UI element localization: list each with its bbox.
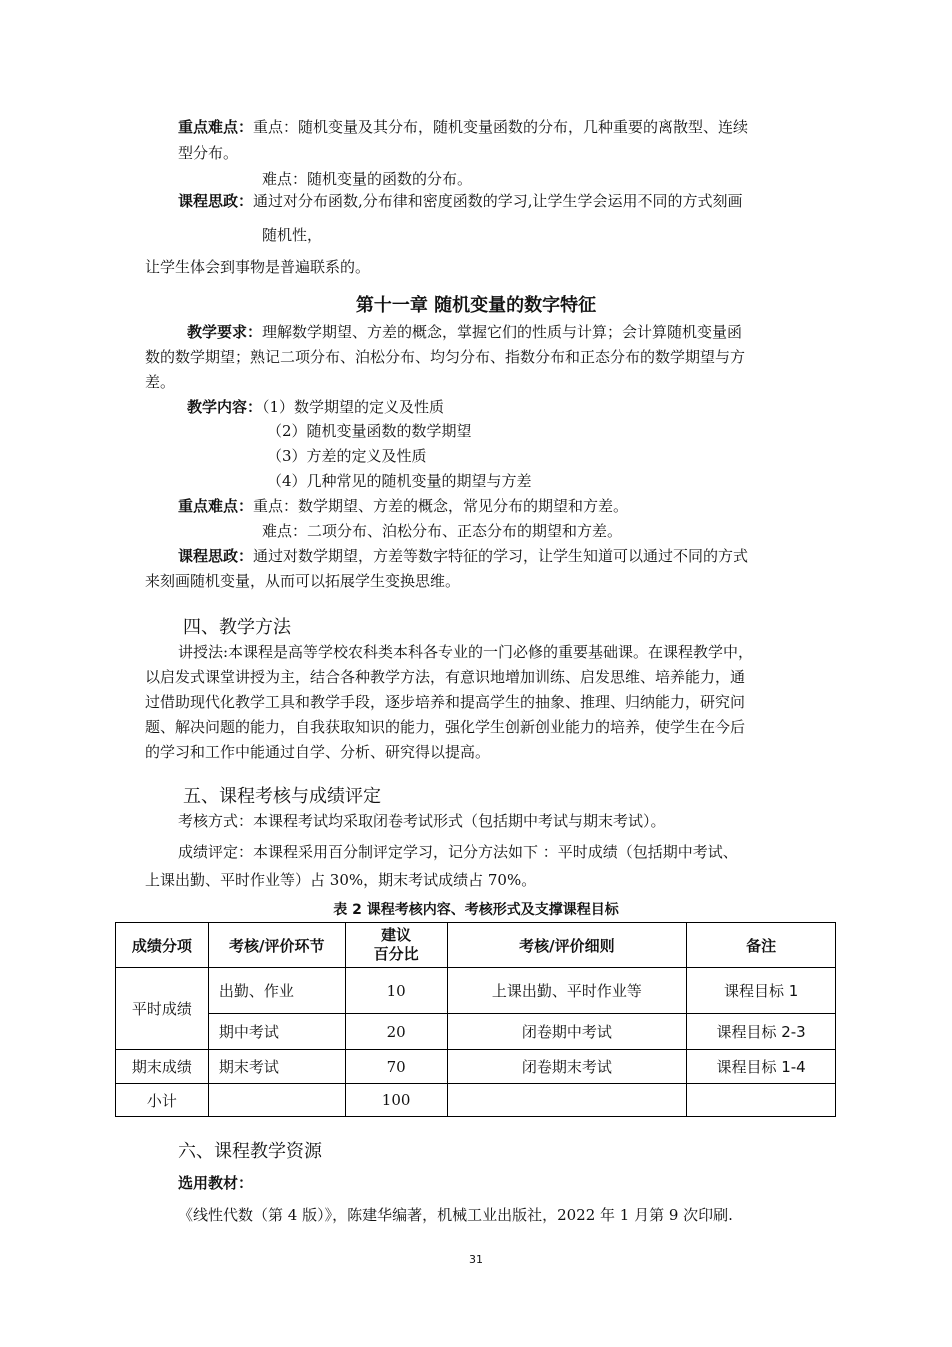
textbook-entry: 《线性代数（第 4 版）》，陈建华编著，机械工业出版社，2022 年 1 月第 9 次印刷.	[178, 1206, 733, 1224]
cell-note: 课程目标 2-3	[687, 1014, 836, 1050]
ch11-req-line2: 数的数学期望；熟记二项分布、泊松分布、均匀分布、指数分布和正态分布的数学期望与方	[145, 348, 746, 366]
grading-table	[115, 922, 836, 1117]
ch11-key-points	[178, 499, 628, 514]
ch10-key-line1: 重点：随机变量及其分布，随机变量函数的分布，几种重要的离散型、连续	[253, 118, 749, 136]
cell-pct: 100	[345, 1084, 447, 1117]
ch11-content	[187, 400, 444, 415]
sec4-line-2: 以启发式课堂讲授为主，结合各种教学方法，有意识地增加训练、启发思维、培养能力，通	[145, 668, 746, 686]
cell-pct: 10	[345, 968, 447, 1014]
ch10-ideology-line1: 通过对分布函数,分布律和密度函数的学习,让学生学会运用不同的方式刻画	[253, 192, 743, 210]
ch11-ideology-label: 课程思政：	[178, 547, 254, 565]
ch10-difficulty: 难点：随机变量的函数的分布。	[262, 170, 473, 188]
section-6-heading: 六、课程教学资源	[178, 1141, 322, 1162]
header-pct-line1: 建议	[381, 926, 412, 945]
cell-category: 平时成绩	[116, 968, 209, 1050]
ch10-ideology	[178, 194, 743, 209]
section-4-heading: 四、教学方法	[183, 617, 291, 638]
sec4-line-3: 过借助现代化教学工具和教学手段，逐步培养和提高学生的抽象、推理、归纳能力，研究问	[145, 693, 746, 711]
ch11-content-item-3: （3）方差的定义及性质	[267, 447, 427, 465]
ch10-key-points	[178, 120, 748, 135]
ch10-key-label: 重点难点：	[178, 118, 254, 136]
section-5-heading: 五、课程考核与成绩评定	[183, 786, 381, 807]
cell-pct: 20	[345, 1014, 447, 1050]
header-category: 成绩分项	[116, 923, 209, 968]
ch11-requirements	[187, 325, 742, 340]
table-row	[116, 1050, 836, 1084]
ch11-key-line: 重点：数学期望、方差的概念，常见分布的期望和方差。	[253, 497, 629, 515]
header-pct-line2: 百分比	[373, 945, 419, 963]
cell-category: 期末成绩	[116, 1050, 209, 1084]
ch11-req-line1: 理解数学期望、方差的概念，掌握它们的性质与计算；会计算随机变量函	[262, 323, 743, 341]
ch10-ideology-line2: 随机性，	[262, 226, 323, 244]
sec5-exam-method: 考核方式：本课程考试均采取闭卷考试形式（包括期中考试与期末考试）。	[178, 812, 666, 830]
cell-note	[687, 1084, 836, 1117]
sec5-grading-line1: 成绩评定：本课程采用百分制评定学习，记分方法如下 ：平时成绩（包括期中考试、	[178, 843, 738, 861]
header-percentage	[345, 923, 447, 968]
cell-detail	[447, 1084, 687, 1117]
cell-component: 出勤、作业	[208, 968, 345, 1014]
ch11-content-label: 教学内容：	[187, 398, 263, 416]
ch11-difficulty: 难点：二项分布、泊松分布、正态分布的期望和方差。	[262, 522, 623, 540]
cell-note: 课程目标 1	[687, 968, 836, 1014]
ch11-ideology-line2: 来刻画随机变量，从而可以拓展学生变换思维。	[145, 572, 461, 590]
cell-detail: 闭卷期末考试	[447, 1050, 687, 1084]
cell-pct: 70	[345, 1050, 447, 1084]
sec5-grading-line2: 上课出勤、平时作业等）占 30%，期末考试成绩占 70%。	[145, 871, 537, 889]
table-caption: 表 2 课程考核内容、考核形式及支撑课程目标	[333, 902, 619, 918]
cell-note: 课程目标 1-4	[687, 1050, 836, 1084]
cell-component	[208, 1084, 345, 1117]
page-number: 31	[469, 1253, 483, 1266]
sec4-line-4: 题、解决问题的能力，自我获取知识的能力，强化学生创新创业能力的培养，使学生在今后	[145, 718, 746, 736]
cell-detail: 上课出勤、平时作业等	[447, 968, 687, 1014]
cell-component: 期中考试	[208, 1014, 345, 1050]
textbook-label: 选用教材：	[178, 1174, 254, 1192]
table-row	[116, 1084, 836, 1117]
ch11-content-item-1: （1）数学期望的定义及性质	[262, 398, 445, 416]
chapter-11-title: 第十一章 随机变量的数字特征	[355, 295, 597, 316]
ch11-req-label: 教学要求：	[187, 323, 263, 341]
ch10-key-line2: 型分布。	[178, 144, 239, 162]
ch11-content-item-2: （2）随机变量函数的数学期望	[267, 422, 472, 440]
cell-category: 小计	[116, 1084, 209, 1117]
sec4-line-1: 讲授法:本课程是高等学校农科类本科各专业的一门必修的重要基础课。在课程教学中，	[178, 643, 754, 661]
ch11-key-label: 重点难点：	[178, 497, 254, 515]
ch11-ideology-line1: 通过对数学期望，方差等数字特征的学习，让学生知道可以通过不同的方式	[253, 547, 749, 565]
sec4-line-5: 的学习和工作中能通过自学、分析、研究得以提高。	[145, 743, 491, 761]
ch10-ideology-label: 课程思政：	[178, 192, 254, 210]
table-header-row	[116, 923, 836, 968]
table-row	[116, 1014, 836, 1050]
header-note: 备注	[687, 923, 836, 968]
header-component: 考核/评价环节	[208, 923, 345, 968]
ch10-ideology-line3: 让学生体会到事物是普遍联系的。	[145, 258, 371, 276]
ch11-ideology	[178, 549, 748, 564]
ch11-req-line3: 差。	[145, 373, 176, 391]
cell-component: 期末考试	[208, 1050, 345, 1084]
ch11-content-item-4: （4）几种常见的随机变量的期望与方差	[267, 472, 532, 490]
header-detail: 考核/评价细则	[447, 923, 687, 968]
table-row	[116, 968, 836, 1014]
cell-detail: 闭卷期中考试	[447, 1014, 687, 1050]
